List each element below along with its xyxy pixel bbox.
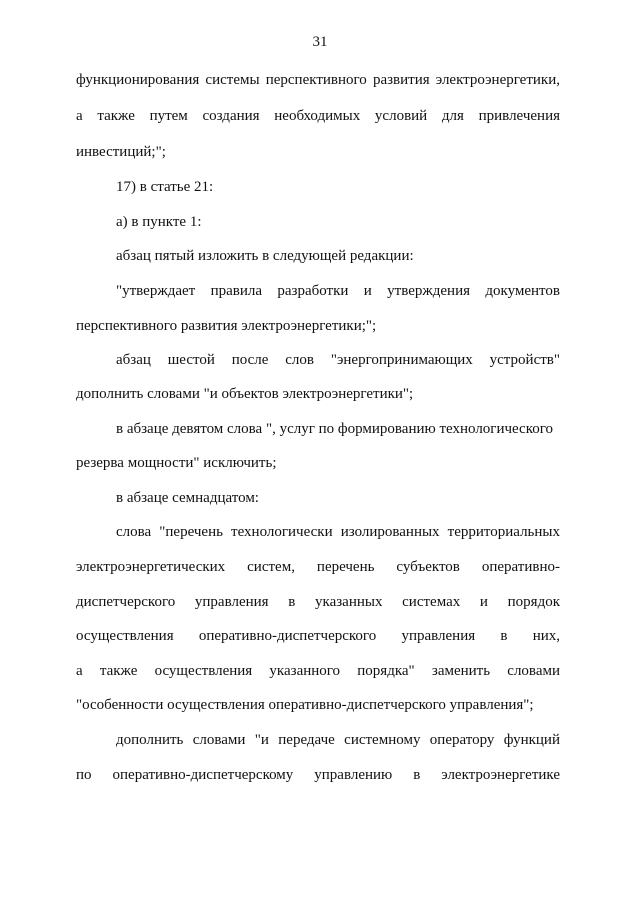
text-line: абзац пятый изложить в следующей редакции: <box>116 248 414 264</box>
text-line: а также путем создания необходимых условий для привлечения <box>76 108 560 124</box>
page-number: 31 <box>312 34 328 50</box>
text-line: осуществления оперативно-диспетчерского управления в них, <box>76 628 560 644</box>
text-line: резерва мощности" исключить; <box>76 455 277 471</box>
text-line: 17) в статье 21: <box>116 179 214 195</box>
text-line: "утверждает правила разработки и утверждения документов <box>116 283 560 299</box>
text-line: инвестиций;"; <box>76 144 166 160</box>
text-line: слова "перечень технологически изолированных территориальных <box>116 524 560 540</box>
text-line: перспективного развития электроэнергетики;"; <box>76 318 377 334</box>
text-line: а) в пункте 1: <box>116 214 202 230</box>
text-line: электроэнергетических систем, перечень субъектов оперативно- <box>76 559 560 575</box>
text-line: по оперативно-диспетчерскому управлению в электроэнергетике <box>76 767 560 783</box>
text-line: а также осуществления указанного порядка" заменить словами <box>76 663 560 679</box>
text-line: дополнить словами "и передаче системному оператору функций <box>116 732 560 748</box>
text-line: функционирования системы перспективного развития электроэнергетики, <box>76 72 560 88</box>
text-line: диспетчерского управления в указанных системах и порядок <box>76 594 560 610</box>
text-line: "особенности осуществления оперативно-диспетчерского управления"; <box>76 697 534 713</box>
text-line: абзац шестой после слов "энергопринимающих устройств" <box>116 352 560 368</box>
text-line: в абзаце семнадцатом: <box>116 490 259 506</box>
text-line: в абзаце девятом слова ", услуг по формированию технологического <box>116 421 554 437</box>
text-line: дополнить словами "и объектов электроэнергетики"; <box>76 386 414 402</box>
